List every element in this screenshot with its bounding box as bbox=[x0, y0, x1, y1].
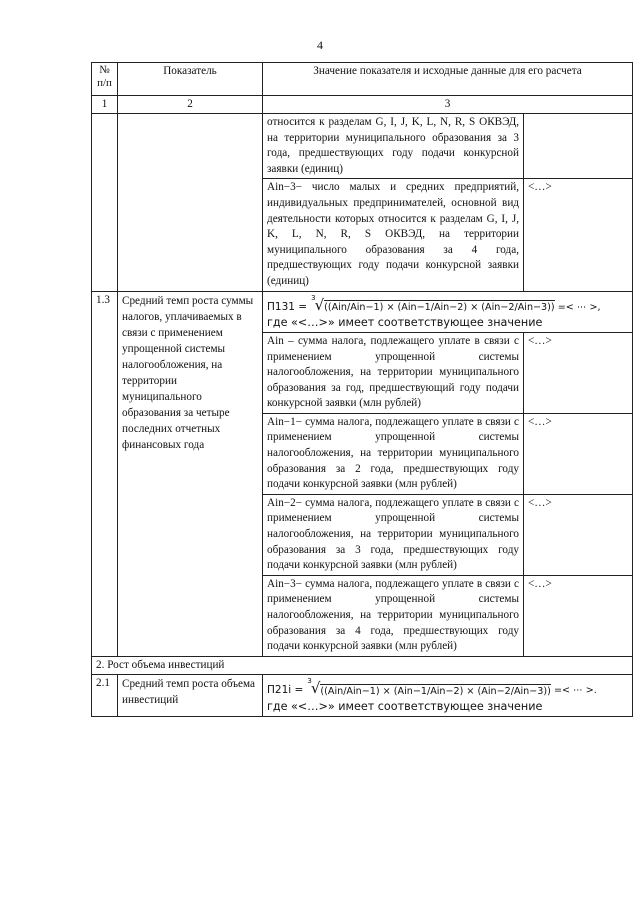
column-index-row bbox=[92, 96, 633, 114]
formula-lhs: П21і = bbox=[267, 684, 304, 697]
table-row bbox=[92, 291, 633, 332]
radical-icon: $^3$√ bbox=[311, 293, 325, 314]
radical-icon: $^3$√ bbox=[307, 677, 321, 698]
row-num: 2.1 bbox=[92, 675, 118, 716]
col-index-3: 3 bbox=[263, 96, 633, 114]
item-text: Aіn−3− число малых и средних предприятий, индивидуальных предпринимателей, основной вид деятельности которых относится к разделам G, I, J, K, L, N, R, S ОКВЭД, на территории муниципального образования за 4 года, предшествующих году подачи конкурсной заявки (единиц) bbox=[263, 179, 524, 291]
formula-note: где «<…>» имеет соответствующее значение bbox=[267, 316, 543, 330]
formula-lhs: П131 = bbox=[267, 300, 308, 313]
formula-note: где «<…>» имеет соответствующее значение bbox=[267, 700, 543, 714]
formula-tail: =< ⋯ >, bbox=[554, 301, 601, 313]
header-num: № п/п bbox=[92, 63, 118, 96]
table-row bbox=[92, 114, 633, 179]
col-index-2: 2 bbox=[118, 96, 263, 114]
page-number: 4 bbox=[317, 38, 323, 52]
item-value: <…> bbox=[524, 179, 633, 291]
item-value: <…> bbox=[524, 413, 633, 494]
header-value: Значение показателя и исходные данные для его расчета bbox=[263, 63, 633, 96]
row-num: 1.3 bbox=[92, 291, 118, 656]
root-index: 3 bbox=[311, 293, 316, 302]
row-indicator: Средний темп роста суммы налогов, уплачиваемых в связи с применением упрощенной системы налогообложения, на территории муниципального образования за четыре последних отчетных финансовых года bbox=[118, 291, 263, 656]
item-text: Aіn−3− сумма налога, подлежащего уплате в связи с применением упрощенной системы налогообложения, на территории муниципального образования за 4 года, предшествующих году подачи конкурсной заявки (млн рублей) bbox=[263, 575, 524, 656]
indicators-table bbox=[91, 62, 633, 717]
row-num-empty bbox=[92, 114, 118, 292]
formula-tail: =< ⋯ >. bbox=[550, 685, 597, 697]
root-index: 3 bbox=[307, 677, 312, 686]
table-row bbox=[92, 675, 633, 716]
formula-cell bbox=[263, 291, 633, 332]
formula-cell bbox=[263, 675, 633, 716]
item-text: Aіn – сумма налога, подлежащего уплате в связи с применением упрощенной системы налогообложения, на территории муниципального образования за год, предшествующий году подачи конкурсной заявки (млн рублей) bbox=[263, 332, 524, 413]
item-text: Aіn−1− сумма налога, подлежащего уплате в связи с применением упрощенной системы налогообложения, на территории муниципального образования за 2 года, предшествующих году подачи конкурсной заявки (млн рублей) bbox=[263, 413, 524, 494]
header-indicator: Показатель bbox=[118, 63, 263, 96]
col-index-1: 1 bbox=[92, 96, 118, 114]
formula-body: ((Aіn/Aіn−1) × (Aіn−1/Aіn−2) × (Aіn−2/Aіn−3)) bbox=[320, 685, 551, 697]
row-indicator: Средний темп роста объема инвестиций bbox=[118, 675, 263, 716]
formula-body: ((Aіn/Aіn−1) × (Aіn−1/Aіn−2) × (Aіn−2/Aіn−3)) bbox=[324, 301, 555, 313]
item-value: <…> bbox=[524, 332, 633, 413]
row-indicator-empty bbox=[118, 114, 263, 292]
continued-text: относится к разделам G, I, J, K, L, N, R, S ОКВЭД, на территории муниципального образования за 3 года, предшествующих году подачи конкурсной заявки (единиц) bbox=[263, 114, 524, 179]
item-value: <…> bbox=[524, 494, 633, 575]
item-text: Aіn−2− сумма налога, подлежащего уплате в связи с применением упрощенной системы налогообложения, на территории муниципального образования за 3 года, предшествующих году подачи конкурсной заявки (млн рублей) bbox=[263, 494, 524, 575]
section-title: 2. Рост объема инвестиций bbox=[92, 656, 633, 675]
item-value: <…> bbox=[524, 575, 633, 656]
table-header-row bbox=[92, 63, 633, 96]
continued-value-empty bbox=[524, 114, 633, 179]
section-row bbox=[92, 656, 633, 675]
